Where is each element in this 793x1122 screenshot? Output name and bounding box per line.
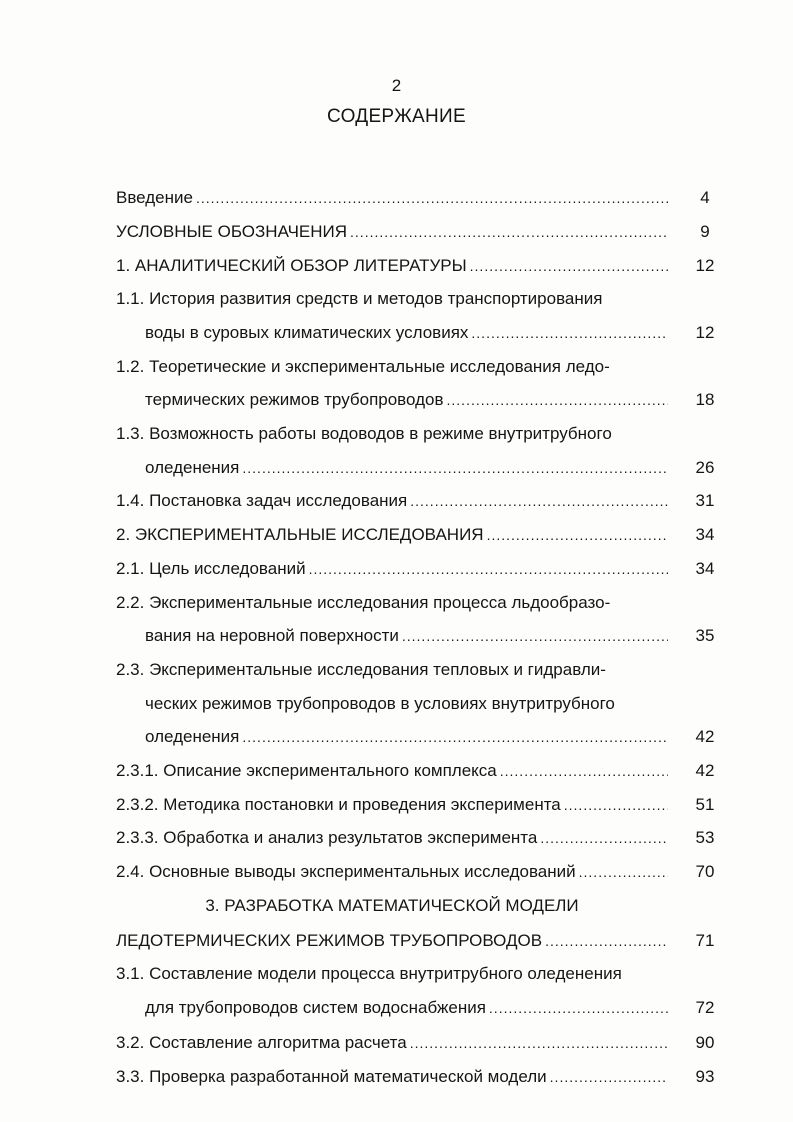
toc-entry-3-1-line1: 3.1. Составление модели процесса внутритрубного оледенения: [116, 964, 622, 983]
toc-entry-1-2-line1: 1.2. Теоретические и экспериментальные исследования ледо-: [116, 357, 610, 376]
toc-entry-2-4: 2.4. Основные выводы экспериментальных исследований .....: [116, 859, 668, 885]
toc-page-number: 31: [695, 491, 715, 510]
toc-page-number: 34: [695, 559, 715, 578]
toc-page-number: 53: [695, 828, 715, 847]
dot-leader: [196, 185, 668, 211]
toc-entry-2-3-line3: оледенения .....: [145, 724, 668, 750]
dot-leader: [489, 995, 668, 1021]
toc-page-number: 42: [695, 727, 715, 746]
toc-page-number: 18: [695, 390, 715, 409]
dot-leader: [471, 320, 668, 346]
dot-leader: [500, 758, 668, 784]
toc-page-number: 26: [695, 458, 715, 477]
toc-entry-chapter-3-line1: 3. РАЗРАБОТКА МАТЕМАТИЧЕСКОЙ МОДЕЛИ: [205, 896, 579, 915]
toc-entry-1-3-line1: 1.3. Возможность работы водоводов в режиме внутритрубного: [116, 424, 612, 443]
toc-entry-2-3-line1: 2.3. Экспериментальные исследования тепловых и гидравли-: [116, 660, 606, 679]
toc-entry-1-4: 1.4. Постановка задач исследования .....: [116, 488, 668, 514]
dot-leader: [487, 522, 668, 548]
dot-leader: [242, 724, 668, 750]
dot-leader: [350, 219, 668, 245]
toc-entry-1-1-line1: 1.1. История развития средств и методов транспортирования: [116, 289, 603, 308]
dot-leader: [545, 928, 668, 954]
toc-page-number: 42: [695, 761, 715, 780]
page-title: СОДЕРЖАНИЕ: [327, 106, 466, 127]
toc-page-number: 35: [695, 626, 715, 645]
toc-page-number: 12: [695, 323, 715, 342]
toc-page-number: 72: [695, 998, 715, 1017]
toc-entry-2-3-2: 2.3.2. Методика постановки и проведения эксперимента .....: [116, 792, 668, 818]
dot-leader: [410, 1030, 668, 1056]
toc-page-number: 71: [695, 931, 715, 950]
dot-leader: [540, 825, 668, 851]
toc-page-number: 70: [695, 862, 715, 881]
toc-entry-chapter-2: 2. ЭКСПЕРИМЕНТАЛЬНЫЕ ИССЛЕДОВАНИЯ .....: [116, 522, 668, 548]
toc-entry-3-1-line2: для трубопроводов систем водоснабжения .....: [145, 995, 668, 1021]
toc-page-number: 4: [700, 188, 710, 207]
dot-leader: [447, 387, 668, 413]
toc-entry-3-3: 3.3. Проверка разработанной математической модели .....: [116, 1064, 668, 1090]
dot-leader: [470, 253, 668, 279]
toc-entry-2-3-line2: ческих режимов трубопроводов в условиях внутритрубного: [145, 694, 615, 713]
toc-entry-chapter-3-line2: ЛЕДОТЕРМИЧЕСКИХ РЕЖИМОВ ТРУБОПРОВОДОВ .....: [116, 928, 668, 954]
toc-entry-1-2-line2: термических режимов трубопроводов .....: [145, 387, 668, 413]
toc-entry-introduction: Введение .....: [116, 185, 668, 211]
dot-leader: [410, 488, 668, 514]
toc-entry-2-1: 2.1. Цель исследований .....: [116, 556, 668, 582]
toc-entry-2-2-line1: 2.2. Экспериментальные исследования процесса льдообразо-: [116, 593, 611, 612]
dot-leader: [402, 623, 668, 649]
toc-entry-notation: УСЛОВНЫЕ ОБОЗНАЧЕНИЯ .....: [116, 219, 668, 245]
toc-entry-2-3-3: 2.3.3. Обработка и анализ результатов эксперимента .....: [116, 825, 668, 851]
toc-entry-3-2: 3.2. Составление алгоритма расчета .....: [116, 1030, 668, 1056]
toc-entry-chapter-1: 1. АНАЛИТИЧЕСКИЙ ОБЗОР ЛИТЕРАТУРЫ .....: [116, 253, 668, 279]
page-number: 2: [391, 76, 402, 95]
toc-page-number: 51: [695, 795, 715, 814]
toc-entry-2-3-1: 2.3.1. Описание экспериментального комплекса .....: [116, 758, 668, 784]
toc-page-number: 34: [695, 525, 715, 544]
toc-entry-1-1-line2: воды в суровых климатических условиях .....: [145, 320, 668, 346]
toc-page-number: 90: [695, 1033, 715, 1052]
toc-page-number: 93: [695, 1067, 715, 1086]
toc-entry-2-2-line2: вания на неровной поверхности .....: [145, 623, 668, 649]
toc-page-number: 12: [695, 256, 715, 275]
dot-leader: [242, 455, 668, 481]
dot-leader: [579, 859, 668, 885]
dot-leader: [550, 1064, 668, 1090]
dot-leader: [564, 792, 668, 818]
dot-leader: [309, 556, 668, 582]
toc-page-number: 9: [700, 222, 710, 241]
toc-entry-1-3-line2: оледенения .....: [145, 455, 668, 481]
